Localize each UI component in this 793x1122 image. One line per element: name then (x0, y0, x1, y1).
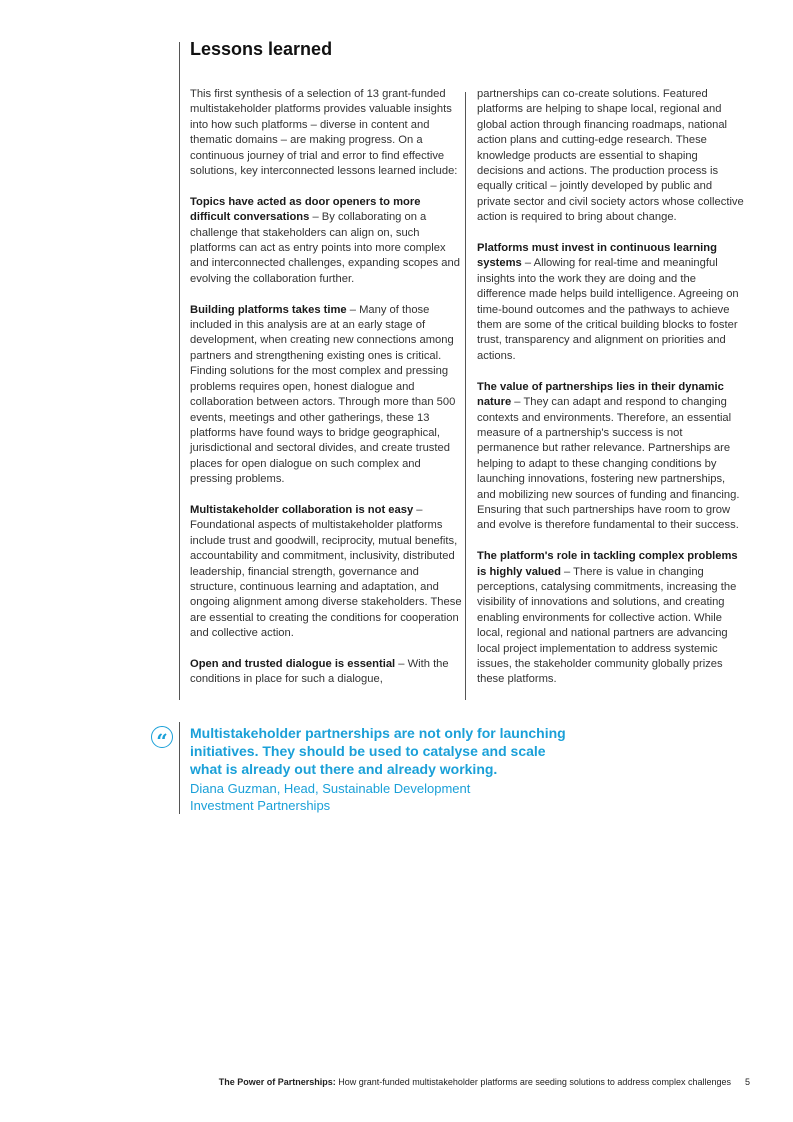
lesson-heading: Topics have acted as door openers to more difficult conversations (190, 195, 421, 224)
pull-quote-author: Diana Guzman, Head, Sustainable Development Investment Partnerships (190, 781, 471, 813)
lesson-heading: The platform's role in tackling complex problems is highly valued (477, 550, 738, 578)
right-column (477, 87, 745, 703)
continuation-paragraph: partnerships can co-create solutions. Featured platforms are helping to shape local, regional and global action through financing roadmaps, national action plans and cutting-edge research. These knowledge products are essential to shaping decisions and actions. The production process is equally critical – jointly developed by public and private sector and civil society actors whose collective action is required to bring about change. (477, 88, 744, 224)
lesson-heading: Multistakeholder collaboration is not easy (190, 503, 414, 516)
page-number: 5 (744, 1077, 750, 1087)
page-title: Lessons learned (190, 39, 333, 59)
pull-quote-text: Multistakeholder partnerships are not only for launching initiatives. They should be used to catalyse and scale what is already out there and already working. (190, 725, 566, 777)
intro-paragraph: This first synthesis of a selection of 13 grant-funded multistakeholder platforms provides valuable insights into how such platforms – diverse in content and thematic domains – are making progress. On a continuous journey of trial and error to find effective solutions, key interconnected lessons learned include: (190, 88, 458, 178)
lesson-heading: Platforms must invest in continuous learning systems (477, 242, 717, 270)
quote-icon: “ (151, 726, 173, 748)
lesson-paragraph (477, 241, 745, 364)
quote-vertical-rule (179, 722, 180, 814)
lesson-heading: Open and trusted dialogue is essential (190, 657, 396, 670)
left-column (190, 87, 462, 703)
column-divider-rule (465, 92, 466, 700)
lesson-body: – They can adapt and respond to changing contexts and environments. Therefore, an essential measure of a partnership's success is not permanence but rather relevance. Partnerships are helping to adapt to these changing conditions by launching innovations, fostering new partnerships, and mobilizing new sources of funding and financing. Ensuring that such partnerships have room to grow and evolve is therefore fundamental to their success. (477, 396, 740, 532)
lesson-body: – With the conditions in place for such a dialogue, (190, 657, 449, 686)
lesson-body: – There is value in changing perceptions, catalysing commitments, increasing the visibility of innovations and solutions, and creating enabling environments for collective action. While local, regional and national partners are advancing local project implementation to address systemic issues, the stakeholder community globally prizes these platforms. (477, 565, 737, 686)
lesson-paragraph (190, 657, 462, 688)
page-footer (160, 1077, 750, 1087)
lesson-paragraph (477, 380, 745, 534)
lesson-body: – By collaborating on a challenge that stakeholders can align on, such platforms can act as entry points into more complex and interconnected challenges, expanding scopes and evolving the collaboration further. (190, 211, 460, 285)
lesson-heading: Building platforms takes time (190, 303, 347, 316)
footer-report-subtitle: How grant-funded multistakeholder platforms are seeding solutions to address complex challenges (335, 1077, 731, 1087)
lesson-heading: The value of partnerships lies in their dynamic nature (477, 380, 724, 409)
lesson-paragraph (477, 549, 745, 688)
lesson-body: – Foundational aspects of multistakeholder platforms include trust and goodwill, reciprocity, mutual benefits, accountability and commitment, inclusivity, distributed leadership, financial strength, governance and structure, continuous learning and adaptation, and ongoing alignment among diverse stakeholders. These are essential to creating the conditions for cooperation and collective action. (190, 503, 462, 640)
lesson-paragraph (190, 195, 462, 287)
lesson-paragraph (190, 503, 462, 642)
lesson-body: – Allowing for real-time and meaningful insights into the work they are doing and the difference made helps build intelligence. Agreeing on time-bound outcomes and the pathways to achieve them are some of the critical building blocks to foster trust, transparency and alignment on priorities and actions. (477, 257, 739, 362)
lesson-paragraph (190, 303, 462, 488)
lesson-body: – Many of those included in this analysis are at an early stage of development, when creating new connections among partners and strengthening existing ones is critical. Finding solutions for the most complex and pressing problems requires open, honest dialogue and collaboration between actors. Through more than 500 events, meetings and other gatherings, these 13 platforms have found ways to bridge geographical, jurisdictional and sectoral divides, and create trusted places for open dialogue on such complex and pressing problems. (190, 303, 456, 486)
title-vertical-rule (179, 42, 180, 700)
footer-report-title: The Power of Partnerships: (218, 1077, 336, 1087)
